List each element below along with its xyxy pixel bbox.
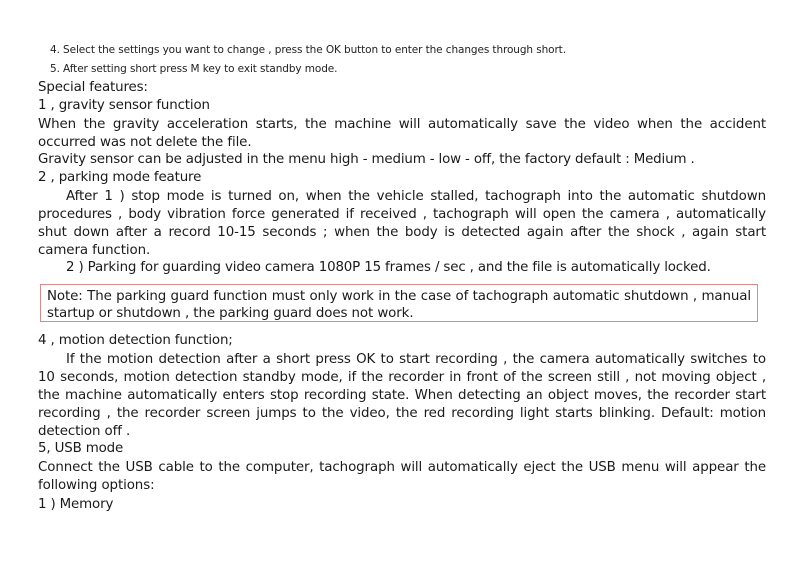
parking-note-text: Note: The parking guard function must only work in the case of tachograph automatic shutdown , manual startup or shutdown , the parking guard does not work. xyxy=(47,289,751,321)
step-5-text: 5. After setting short press M key to exit standby mode. xyxy=(50,63,338,75)
motion-detection-heading: 4 , motion detection function; xyxy=(38,333,233,348)
usb-mode-paragraph: Connect the USB cable to the computer, tachograph will automatically eject the USB menu will appear the following options: xyxy=(38,460,766,493)
gravity-sensor-settings: Gravity sensor can be adjusted in the menu high - medium - low - off, the factory default : Medium . xyxy=(38,152,695,167)
gravity-sensor-heading: 1 , gravity sensor function xyxy=(38,98,210,113)
usb-option-memory: 1 ) Memory xyxy=(38,497,114,512)
parking-note-box xyxy=(40,284,758,322)
parking-guard-video-line: 2 ) Parking for guarding video camera 1080P 15 frames / sec , and the file is automatically locked. xyxy=(66,260,711,275)
usb-mode-heading: 5, USB mode xyxy=(38,441,124,456)
parking-mode-heading: 2 , parking mode feature xyxy=(38,170,202,185)
motion-detection-paragraph: If the motion detection after a short press OK to start recording , the camera automatically switches to 10 seconds, motion detection standby mode, if the recorder in front of the screen still , not moving object , the machine automatically enters stop recording state. When detecting an object moves, the recorder start recording , the recorder screen jumps to the video, the red recording light starts blinking. Default: motion detection off . xyxy=(38,352,766,439)
parking-mode-paragraph: After 1 ) stop mode is turned on, when the vehicle stalled, tachograph into the automatic shutdown procedures , body vibration force generated if received , tachograph will open the camera , automatically shut down after a record 10-15 seconds ; when the body is detected again after the shock , again start camera function. xyxy=(38,189,766,258)
special-features-heading: Special features: xyxy=(38,80,148,95)
gravity-sensor-paragraph: When the gravity acceleration starts, the machine will automatically save the video when the accident occurred was not delete the file. xyxy=(38,117,766,150)
step-4-text: 4. Select the settings you want to change , press the OK button to enter the changes through short. xyxy=(50,44,566,56)
